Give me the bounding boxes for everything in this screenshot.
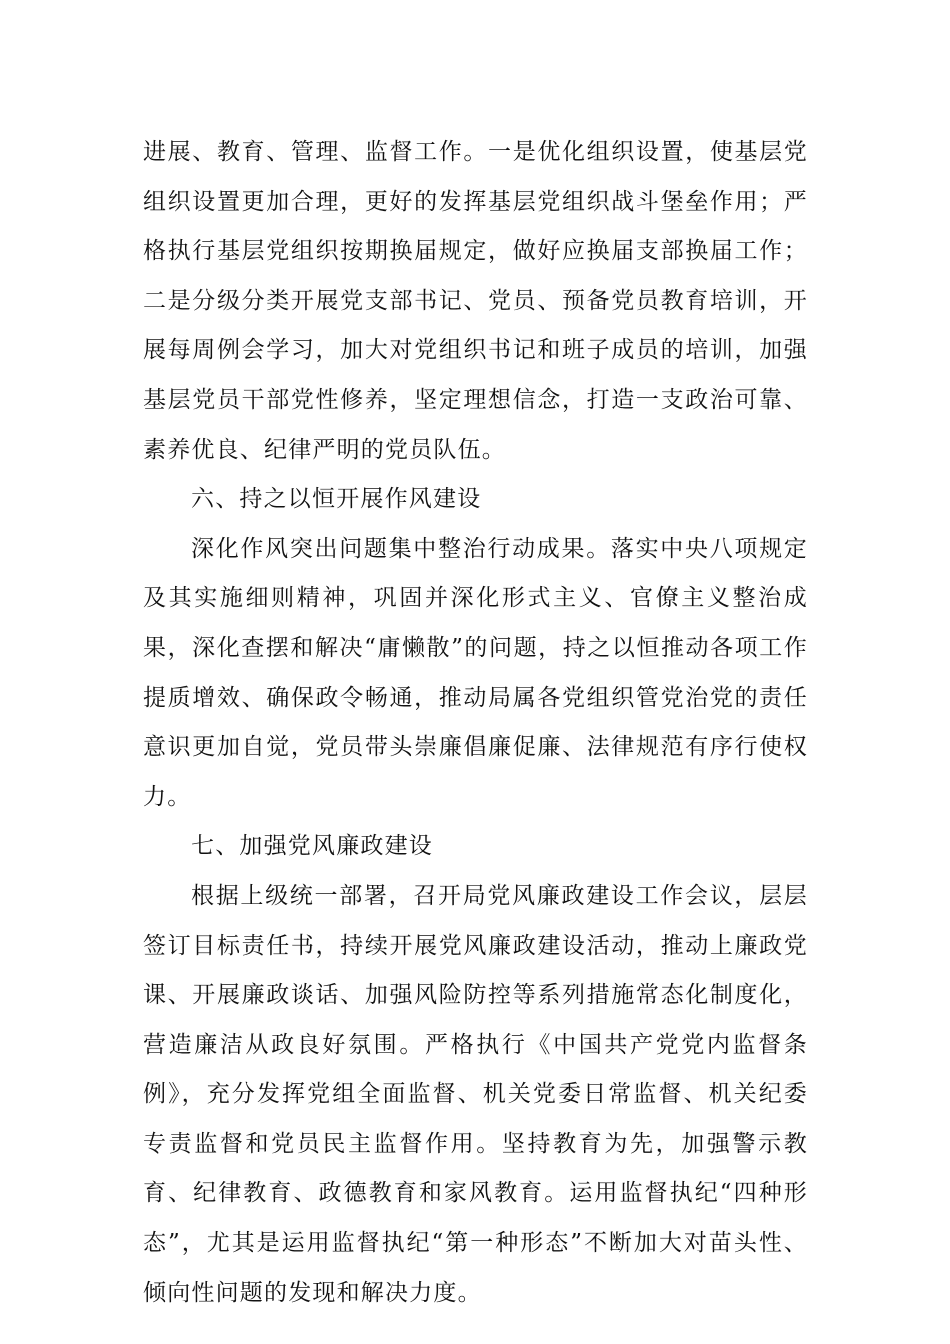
document-body (143, 128, 808, 1318)
paragraph-integrity: 根据上级统一部署，召开局党风廉政建设工作会议，层层签订目标责任书，持续开展党风廉政建设活动，推动上廉政党课、开展廉政谈话、加强风险防控等系列措施常态化制度化，营造廉洁从政良好氛围。严格执行《中国共产党党内监督条例》，充分发挥党组全面监督、机关党委日常监督、机关纪委专责监督和党员民主监督作用。坚持教育为先，加强警示教育、纪律教育、政德教育和家风教育。运用监督执纪“四种形态”，尤其是运用监督执纪“第一种形态”不断加大对苗头性、倾向性问题的发现和解决力度。 (143, 882, 808, 1306)
paragraph-continuation: 进展、教育、管理、监督工作。一是优化组织设置，使基层党组织设置更加合理，更好的发挥基层党组织战斗堡垒作用；严格执行基层党组织按期换届规定，做好应换届支部换届工作；二是分级分类开展党支部书记、党员、预备党员教育培训，开展每周例会学习，加大对党组织书记和班子成员的培训，加强基层党员干部党性修养，坚定理想信念，打造一支政治可靠、素养优良、纪律严明的党员队伍。 (143, 139, 808, 463)
paragraph-work-style: 深化作风突出问题集中整治行动成果。落实中央八项规定及其实施细则精神，巩固并深化形式主义、官僚主义整治成果，深化查摆和解决“庸懒散”的问题，持之以恒推动各项工作提质增效、确保政令畅通，推动局属各党组织管党治党的责任意识更加自觉，党员带头崇廉倡廉促廉、法律规范有序行使权力。 (143, 535, 808, 810)
section-heading-six: 六、持之以恒开展作风建设 (191, 486, 482, 513)
section-heading-seven: 七、加强党风廉政建设 (191, 833, 433, 860)
